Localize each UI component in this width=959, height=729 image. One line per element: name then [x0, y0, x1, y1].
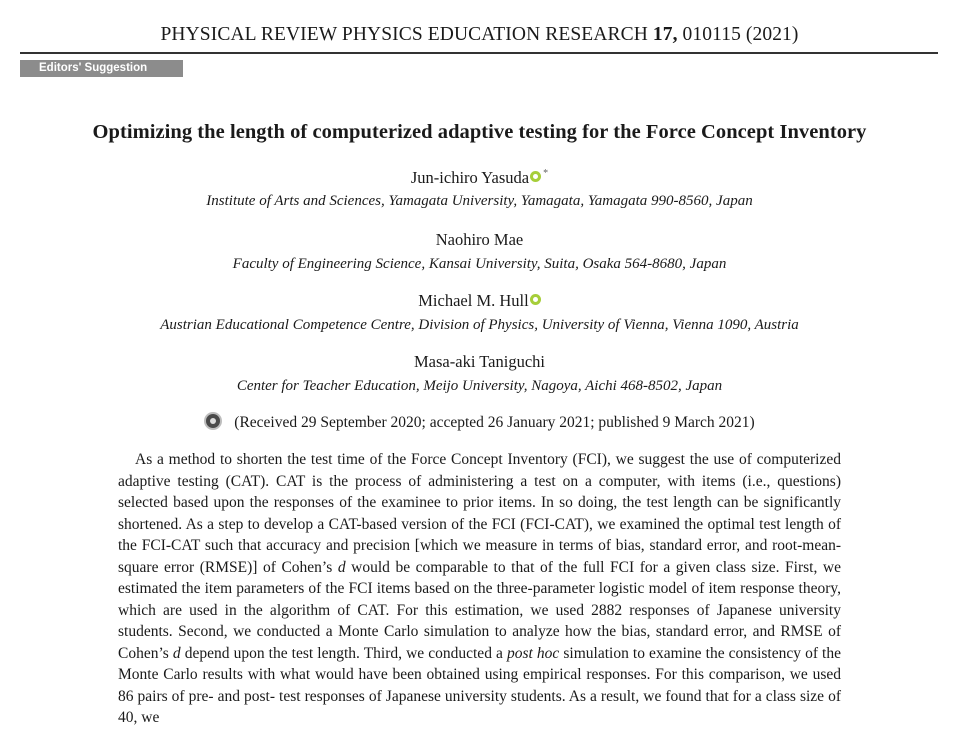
header-divider — [20, 52, 938, 54]
author-name — [0, 230, 959, 250]
abstract-text: simulation to examine the consistency of the Monte Carlo results with what would have been obtained using empirical responses. For this comparison, we used 86 pairs of pre- and post- test responses of Japanese university students. As a result, we found that for a class size of 40, we — [118, 644, 841, 726]
dates-text: (Received 29 September 2020; accepted 26 January 2021; published 9 March 2021) — [234, 414, 755, 431]
publication-dates — [0, 412, 959, 432]
author-name — [0, 352, 959, 372]
author-affiliation: Center for Teacher Education, Meijo University, Nagoya, Aichi 468-8502, Japan — [236, 378, 723, 394]
article-number: 010115 (2021) — [682, 24, 799, 45]
abstract-text: As a method to shorten the test time of the Force Concept Inventory (FCI), we suggest the use of computerized adaptive testing (CAT). CAT is the process of administering a test on a computer, with items (i.e., questions) selected based upon the responses of the examinee to prior items. In so doing, the test length can be significantly shortened. As a step to develop a CAT-based version of the FCI (FCI-CAT), we examined the optimal test length of the FCI-CAT such that accuracy and precision [which we measure in terms of bias, standard error, and root-mean-square error (RMSE)] of Cohen’s — [118, 451, 841, 576]
editors-suggestion-badge[interactable]: Editors' Suggestion — [20, 60, 183, 77]
journal-name: PHYSICAL REVIEW PHYSICS EDUCATION RESEARCH — [160, 24, 648, 45]
author-name-text: Masa-aki Taniguchi — [414, 352, 545, 371]
abstract-text: would be comparable to that of the full FCI for a given class size. First, we estimated the item parameters of the FCI items based on the three-parameter logistic model of item response theory, which are used in the algorithm of CAT. For this estimation, we used 2882 responses of Japanese university students. Second, we conducted a Monte Carlo simulation to analyze how the bias, standard error, and RMSE of Cohen’s — [118, 558, 841, 662]
author-affiliation: Austrian Educational Competence Centre, Division of Physics, University of Vienna, Vienna 1090, Austria — [160, 317, 799, 333]
author-name-text[interactable]: Michael M. Hull — [418, 291, 529, 310]
abstract-italic: d — [337, 558, 346, 576]
author-name — [0, 291, 959, 311]
author-name — [0, 168, 959, 188]
check-for-updates-icon[interactable] — [204, 412, 222, 430]
abstract-text: depend upon the test length. Third, we conducted a — [180, 644, 507, 662]
orcid-icon[interactable] — [530, 294, 541, 305]
author-affiliation: Institute of Arts and Sciences, Yamagata University, Yamagata, Yamagata 990-8560, Japan — [206, 193, 753, 209]
journal-volume: 17, — [652, 24, 678, 45]
paper-title: Optimizing the length of computerized adaptive testing for the Force Concept Inventory — [92, 121, 867, 143]
orcid-icon[interactable] — [530, 171, 541, 182]
abstract-italic: d — [172, 644, 181, 662]
author-name-text[interactable]: Jun-ichiro Yasuda — [410, 168, 530, 187]
journal-header — [0, 24, 959, 46]
corresponding-author-mark[interactable]: * — [543, 168, 549, 179]
abstract-paragraph — [118, 449, 841, 729]
abstract-italic: post hoc — [507, 644, 560, 662]
author-affiliation: Faculty of Engineering Science, Kansai University, Suita, Osaka 564-8680, Japan — [232, 256, 727, 272]
author-name-text: Naohiro Mae — [435, 230, 524, 249]
